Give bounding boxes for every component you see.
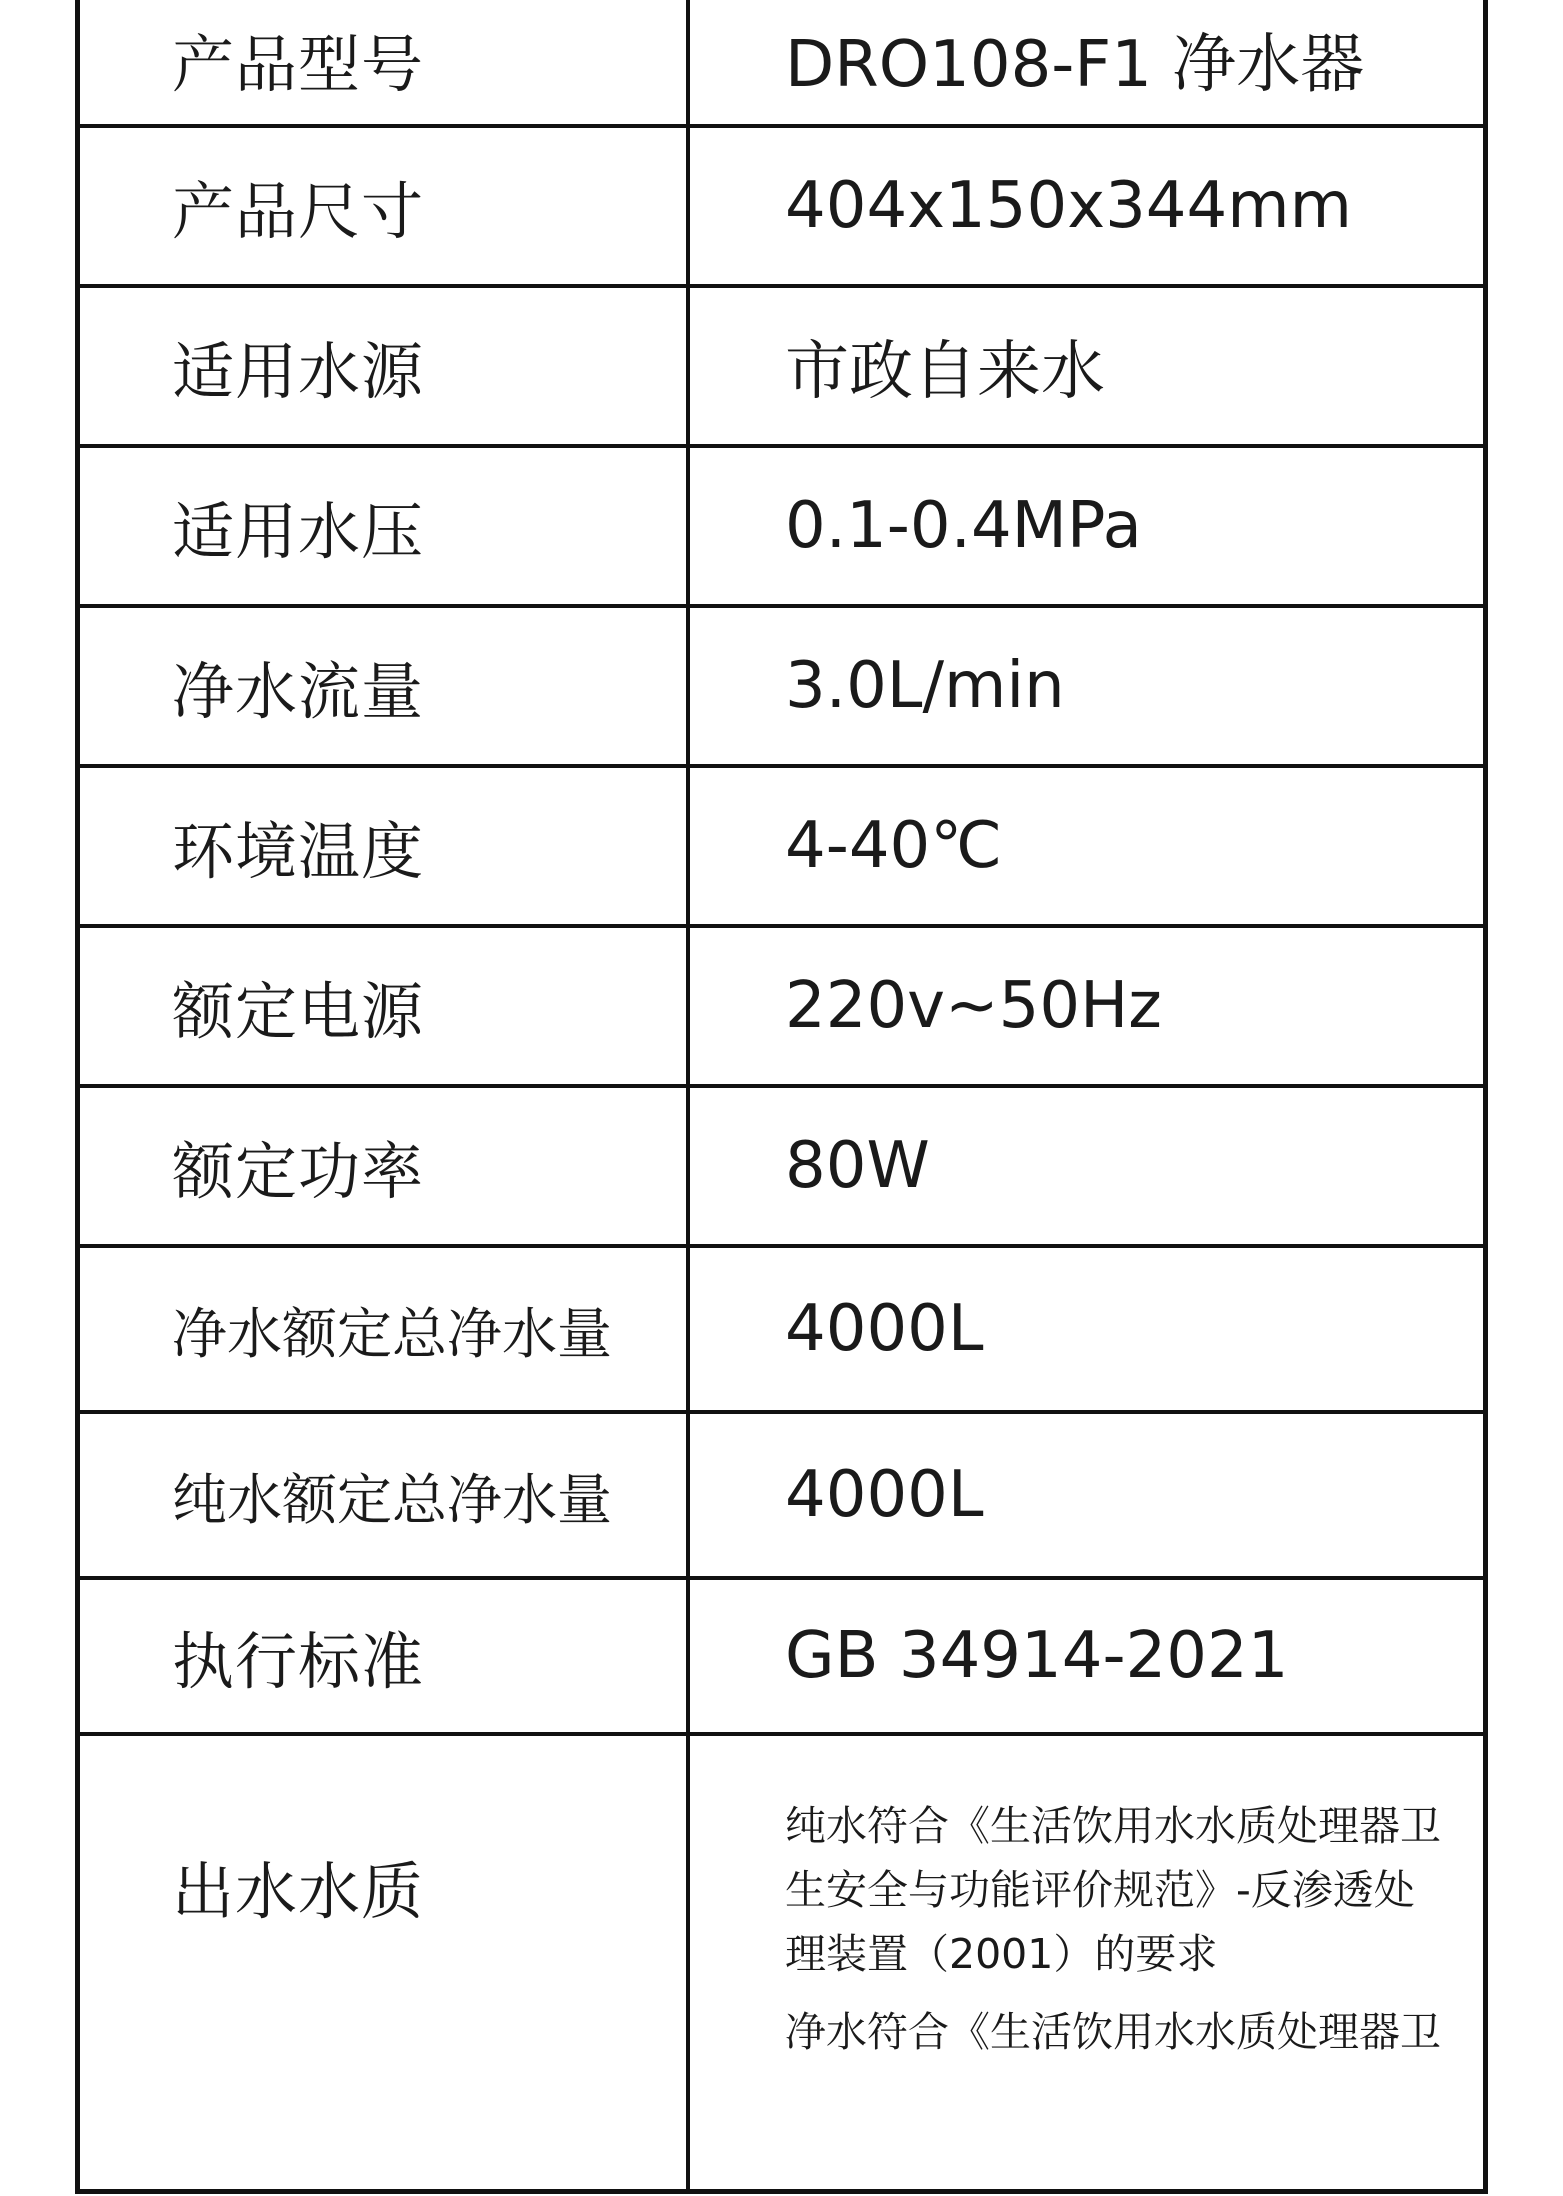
table-row (80, 608, 1483, 768)
spec-value: 3.0L/min (785, 649, 1065, 723)
table-row-water-quality (80, 1736, 1483, 2196)
spec-label: 产品型号 (172, 27, 425, 101)
table-row (80, 448, 1483, 608)
spec-label: 适用水压 (172, 494, 425, 568)
spec-label: 净水额定总净水量 (172, 1301, 613, 1366)
table-row (80, 1414, 1483, 1580)
table-row (80, 0, 1483, 128)
spec-label: 净水流量 (172, 654, 425, 728)
water-quality-text (785, 1794, 1485, 2078)
spec-label: 适用水源 (172, 334, 425, 408)
spec-value: 4000L (785, 1292, 984, 1366)
table-row (80, 928, 1483, 1088)
spec-label: 执行标准 (172, 1624, 425, 1698)
table-row (80, 1248, 1483, 1414)
spec-value: 市政自来水 (785, 335, 1105, 409)
spec-value: 404x150x344mm (785, 169, 1352, 243)
spec-value: 0.1-0.4MPa (785, 489, 1142, 563)
spec-label: 额定功率 (172, 1134, 425, 1208)
spec-label: 额定电源 (172, 974, 425, 1048)
table-row (80, 128, 1483, 288)
spec-table (75, 0, 1488, 2194)
spec-label: 产品尺寸 (172, 174, 425, 248)
table-row (80, 288, 1483, 448)
spec-value: 220v~50Hz (785, 969, 1162, 1043)
spec-value: 4000L (785, 1458, 984, 1532)
water-quality-label: 出水水质 (172, 1854, 425, 1928)
spec-label: 纯水额定总净水量 (172, 1467, 613, 1532)
clean-water-standard: 净水符合《生活饮用水水质处理器卫 (785, 2008, 1441, 2056)
spec-label: 环境温度 (172, 814, 425, 888)
table-row (80, 1088, 1483, 1248)
table-row (80, 768, 1483, 928)
spec-value: 80W (785, 1129, 930, 1203)
pure-water-standard: 纯水符合《生活饮用水水质处理器卫 生安全与功能评价规范》-反渗透处 理装置（2001）的要求 (785, 1802, 1441, 1978)
table-row (80, 1580, 1483, 1736)
spec-value: GB 34914-2021 (785, 1619, 1289, 1693)
spec-value: DRO108-F1 净水器 (785, 28, 1365, 102)
spec-value: 4-40℃ (785, 809, 1003, 883)
